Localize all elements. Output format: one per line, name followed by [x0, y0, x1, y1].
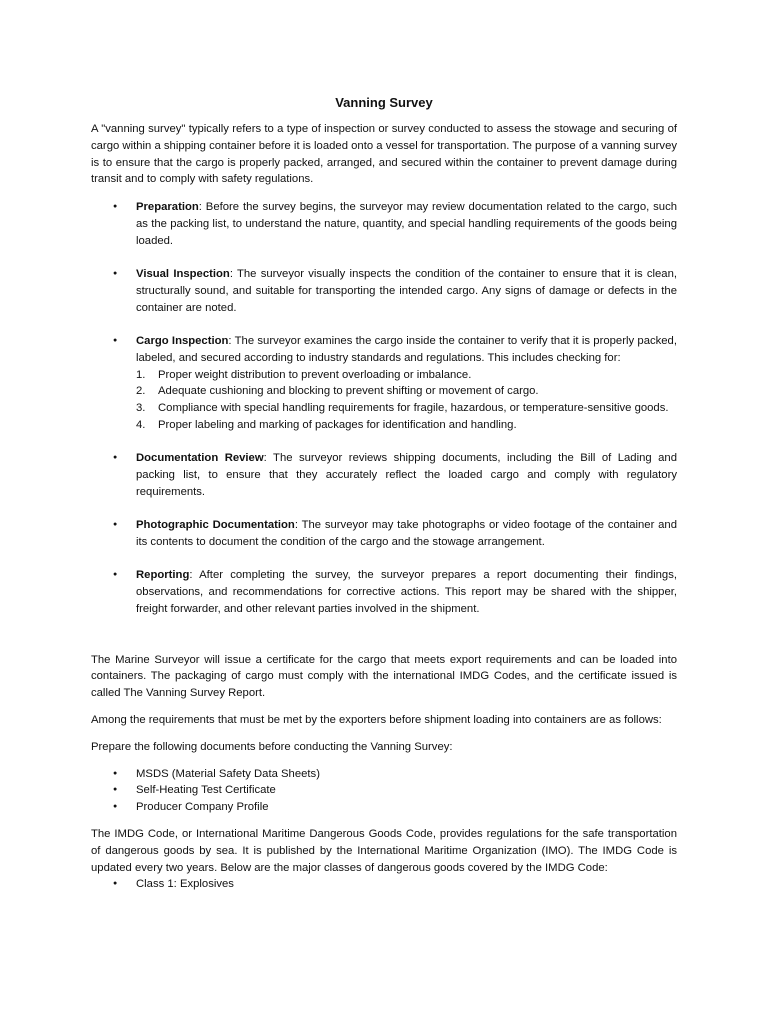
item-text: Proper labeling and marking of packages for identification and handling.: [158, 418, 517, 431]
certificate-paragraph: The Marine Surveyor will issue a certificate for the cargo that meets export requirements and can be loaded into containers. The packaging of cargo must comply with the international IMDG Codes, and the certificate issued is called The Vanning Survey Report.: [91, 653, 677, 700]
step-term: Photographic Documentation: [136, 519, 295, 532]
list-item: ● MSDS (Material Safety Data Sheets): [91, 766, 677, 783]
item-number: 3.: [136, 402, 146, 415]
documents-list: [91, 766, 677, 816]
spacer: [91, 618, 677, 652]
cargo-checks-list: [136, 367, 677, 434]
item-number: 2.: [136, 385, 146, 398]
step-text: : After completing the survey, the surveyor prepares a report documenting their findings, observations, and recommendations for corrective actions. This report may be shared with the shipper, freight forwarder, and other relevant parties involved in the shipment.: [136, 569, 677, 615]
step-text: : Before the survey begins, the surveyor may review documentation related to the cargo, such as the packing list, to understand the nature, quantity, and special handling requirements of the goods being loaded.: [136, 201, 677, 247]
list-item-photographic-documentation: [91, 517, 677, 551]
step-term: Visual Inspection: [136, 268, 230, 281]
step-text: : The surveyor visually inspects the condition of the container to ensure that it is clean, structurally sound, and suitable for transporting the intended cargo. Any signs of damage or defects in the container are noted.: [136, 268, 677, 314]
dangerous-goods-classes-list: [91, 876, 677, 893]
imdg-paragraph: The IMDG Code, or International Maritime Dangerous Goods Code, provides regulations for the safe transportation of dangerous goods by sea. It is published by the International Maritime Organization (IMO). The IMDG Code is updated every two years. Below are the major classes of dangerous goods covered by the IMDG Code:: [91, 828, 677, 874]
list-item-documentation-review: [91, 450, 677, 500]
list-item-preparation: [91, 199, 677, 249]
document-title: Vanning Survey: [335, 95, 433, 110]
list-item-visual-inspection: [91, 266, 677, 316]
item-text: Compliance with special handling requirements for fragile, hazardous, or temperature-sensitive goods.: [158, 402, 669, 415]
list-item-cargo-inspection: [91, 333, 677, 434]
requirements-paragraph: Among the requirements that must be met by the exporters before shipment loading into containers are as follows:: [91, 714, 662, 727]
step-term: Reporting: [136, 569, 190, 582]
step-term: Preparation: [136, 201, 199, 214]
list-item: ● Class 1: Explosives: [91, 876, 677, 893]
list-item: [136, 417, 677, 434]
documents-intro-paragraph: Prepare the following documents before conducting the Vanning Survey:: [91, 740, 453, 753]
survey-steps-list: [91, 199, 677, 617]
item-text: Proper weight distribution to prevent overloading or imbalance.: [158, 368, 472, 381]
step-text: : The surveyor may take photographs or video footage of the container and its contents to document the condition of the cargo and the stowage arrangement.: [136, 519, 677, 548]
item-number: 4.: [136, 418, 146, 431]
list-item-reporting: [91, 567, 677, 617]
list-item: ● Self-Heating Test Certificate: [91, 782, 677, 799]
list-item: [136, 367, 677, 384]
item-text: Adequate cushioning and blocking to prevent shifting or movement of cargo.: [158, 385, 539, 398]
step-text: : The surveyor examines the cargo inside the container to verify that it is properly packed, labeled, and secured according to industry standards and regulations. This includes checking for:: [136, 334, 677, 364]
step-term: Documentation Review: [136, 452, 264, 465]
step-text: : The surveyor reviews shipping documents, including the Bill of Lading and packing list, to ensure that they accurately reflect the loaded cargo and comply with regulatory requirements.: [136, 452, 677, 498]
item-number: 1.: [136, 368, 146, 381]
step-term: Cargo Inspection: [136, 334, 229, 347]
intro-paragraph: A "vanning survey" typically refers to a type of inspection or survey conducted to assess the stowage and securing of cargo within a shipping container before it is loaded onto a vessel for transportation. The purpose of a vanning survey is to ensure that the cargo is properly packed, arranged, and secured within the container to prevent damage during transit and to comply with safety regulations.: [91, 123, 677, 186]
list-item: [136, 400, 677, 417]
list-item: [136, 383, 677, 400]
list-item: ● Producer Company Profile: [91, 799, 677, 816]
